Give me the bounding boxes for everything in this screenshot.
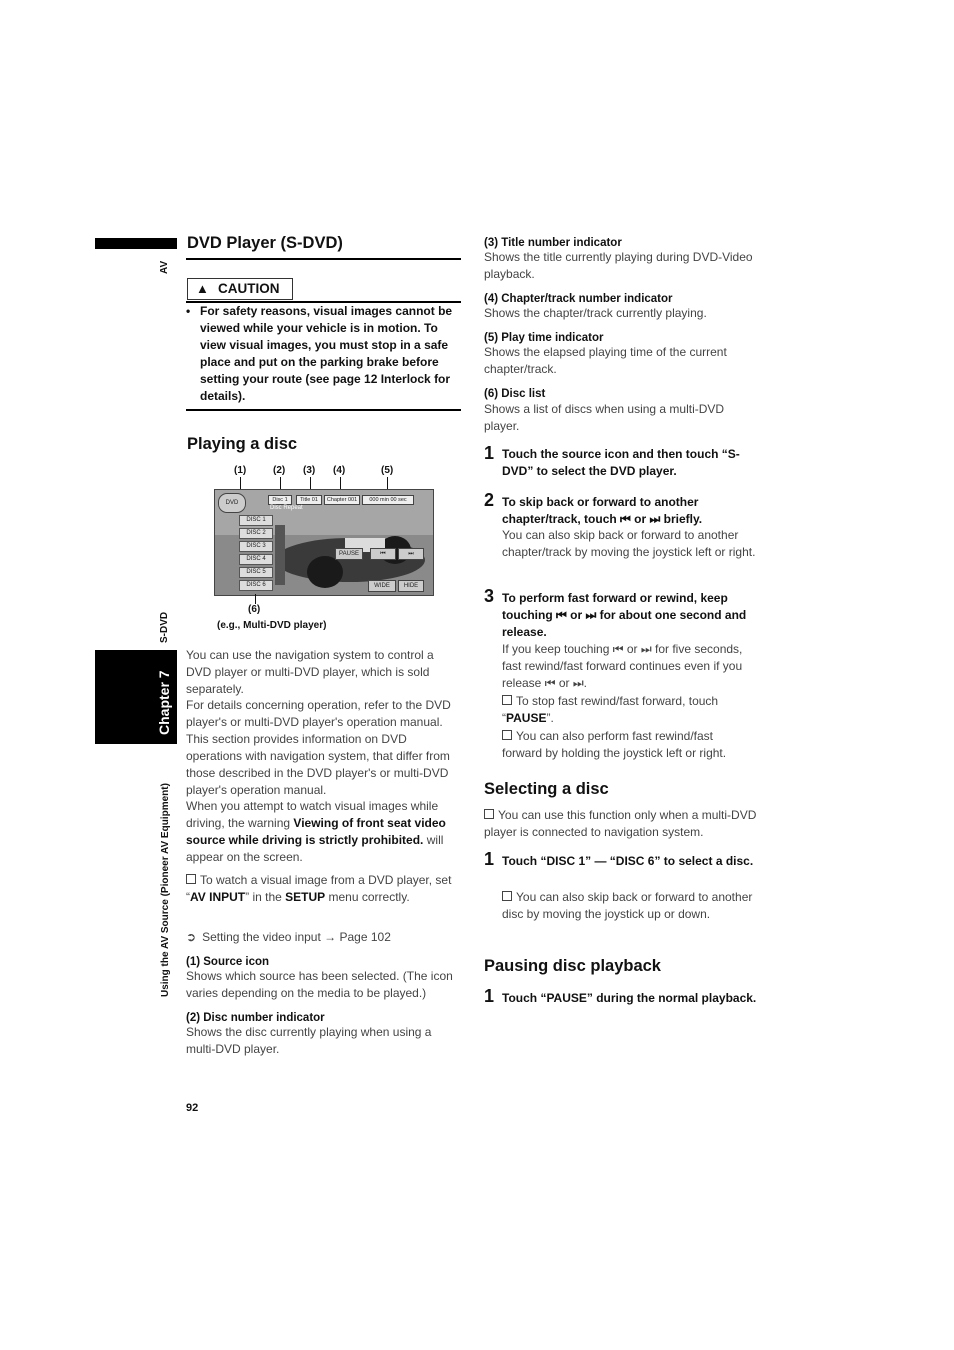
reference-arrow-icon: ➲ [186,930,197,944]
hide-button[interactable]: HIDE [398,580,424,592]
play-time-indicator: 000 min 00 sec [362,495,414,505]
warning-message: Viewing of front seat video source while driving is strictly prohibited. [186,816,446,847]
disc-number-indicator: Disc 1 [268,495,292,505]
callout-2: (2) [273,465,286,476]
bullet: • [186,304,191,318]
caution-text: For safety reasons, visual images cannot be viewed while your vehicle is in motion. To view visual images, you must stop in a safe place and put on the parking brake before setting your route (see page 12 Interlock for details). [200,304,453,403]
side-label-av: AV [159,260,170,274]
warning-outro: will appear on the screen. [186,833,444,864]
note-text: You can use this function only when a multi-DVD player is connected to navigation system. [484,808,757,839]
note-text: You can also perform fast rewind/fast forward by holding the joystick left or right. [502,729,727,760]
step-3-note-2 [502,728,754,762]
step-1-text: Touch the source icon and then touch “S-DVD” to select the DVD player. [502,447,740,478]
play-time-text: Shows the elapsed playing time of the current chapter/track. [484,345,727,376]
paragraph-1: You can use the navigation system to control a DVD player or multi-DVD player, which is sold separately. [186,648,434,696]
repeat-mode-text: Disc Repeat [270,505,303,511]
note-checkbox-icon [502,730,512,740]
reference-text: Setting the video input → Page 102 [202,930,391,944]
step-2-body: You can also skip back or forward to another chapter/track by moving the joystick left or right. [502,528,756,559]
section-pausing: Pausing disc playback [484,957,661,975]
note-text-a: To watch a visual image from a DVD player, set “ [186,873,452,904]
note-checkbox-icon [186,874,196,884]
play-time-heading: (5) Play time indicator [484,332,604,344]
paragraph-2: For details concerning operation, refer to the DVD player's or multi-DVD player's operation manual. This section provides information on DVD operations with navigation system, that differ from those described in the DVD player's or multi-DVD player's operation manual. [186,698,451,797]
source-icon-text: Shows which source has been selected. (The icon varies depending on the media to be played.) [186,969,453,1000]
step-3-text: To perform fast forward or rewind, keep touching ⏮ or ⏭ for about one second and release. [502,591,747,639]
step-3-body: If you keep touching ⏮ or ⏭ for five seconds, fast rewind/fast forward continues even if you release ⏮ or ⏭. [502,642,743,690]
cross-reference [186,929,456,946]
dvd-screen-illustration [214,489,434,596]
title-rule [186,258,461,260]
step-number: 1 [484,443,495,463]
page-number: 92 [186,1102,199,1114]
source-icon: DVD [218,493,246,513]
selecting-note [484,807,760,841]
chapter-tab-bar [95,238,177,249]
pause-button[interactable]: PAUSE [335,548,363,560]
disc-number-text: Shows the disc currently playing when using a multi-DVD player. [186,1025,432,1056]
callout-4: (4) [333,465,346,476]
leader-6 [255,594,256,604]
step-number: 3 [484,586,495,606]
note-text: You can also skip back or forward to another disc by moving the joystick up or down. [502,890,753,921]
av-input-keyword: AV INPUT [190,890,246,904]
step-2-text: To skip back or forward to another chapter/track, touch ⏮ or ⏭ briefly. [502,495,703,526]
disc-list-text: Shows a list of discs when using a multi-DVD player. [484,402,725,433]
note-checkbox-icon [502,891,512,901]
callout-1: (1) [234,465,247,476]
disc-button-5[interactable]: DISC 5 [239,567,273,578]
note-text-end: ”. [546,711,554,725]
pause-step-1-text: Touch “PAUSE” during the normal playback. [502,991,757,1005]
disc-list-heading: (6) Disc list [484,388,546,400]
paragraph-3 [186,798,461,866]
title-number-text: Shows the title currently playing during DVD-Video playback. [484,250,753,281]
disc-button-2[interactable]: DISC 2 [239,528,273,539]
source-icon-heading: (1) Source icon [186,956,270,968]
caution-bottom-rule [186,409,461,411]
pause-keyword: PAUSE [506,711,547,725]
caution-label-box [187,278,293,300]
skip-back-button[interactable]: ⏮ [370,548,396,560]
callout-6: (6) [248,604,261,615]
wide-button[interactable]: WIDE [368,580,396,592]
callout-5: (5) [381,465,394,476]
note-text: To stop fast rewind/fast forward, touch “ [502,694,719,725]
side-label-chapter: Chapter 7 [156,670,172,735]
disc-button-6[interactable]: DISC 6 [239,580,273,591]
disc-button-1[interactable]: DISC 1 [239,515,273,526]
title-number-indicator: Title 01 [296,495,322,505]
section-playing: Playing a disc [187,435,298,453]
note-checkbox-icon [484,809,494,819]
select-step-1-note [502,889,754,923]
step-number: 2 [484,490,495,510]
step-number: 1 [484,986,495,1006]
callout-3: (3) [303,465,316,476]
step-number: 1 [484,849,495,869]
chapter-text: Shows the chapter/track currently playing. [484,306,707,320]
warning-triangle-icon: ▲ [196,281,209,296]
illustration-caption: (e.g., Multi-DVD player) [217,620,327,631]
chapter-heading: (4) Chapter/track number indicator [484,293,673,305]
title-number-heading: (3) Title number indicator [484,237,622,249]
section-selecting: Selecting a disc [484,780,609,798]
disc-button-3[interactable]: DISC 3 [239,541,273,552]
skip-forward-button[interactable]: ⏭ [398,548,424,560]
step-3-note-1 [502,693,760,727]
warning-intro: When you attempt to watch visual images while driving, the warning [186,799,439,830]
select-step-1-text: Touch “DISC 1” — “DISC 6” to select a disc. [502,854,754,868]
caution-item [186,303,461,405]
page-title: DVD Player (S-DVD) [187,234,343,252]
side-label-using: Using the AV Source (Pioneer AV Equipment) [160,783,171,997]
note-checkbox-icon [502,695,512,705]
note-text-e: menu correctly. [328,890,410,904]
disc-number-heading: (2) Disc number indicator [186,1012,325,1024]
side-label-sdvd: S-DVD [159,611,170,643]
setup-keyword: SETUP [285,890,326,904]
chapter-number-indicator: Chapter 001 [324,495,360,505]
disc-button-4[interactable]: DISC 4 [239,554,273,565]
note-text-c: ” in the [245,890,282,904]
note-av-input [186,872,456,906]
caution-label: CAUTION [218,281,280,296]
